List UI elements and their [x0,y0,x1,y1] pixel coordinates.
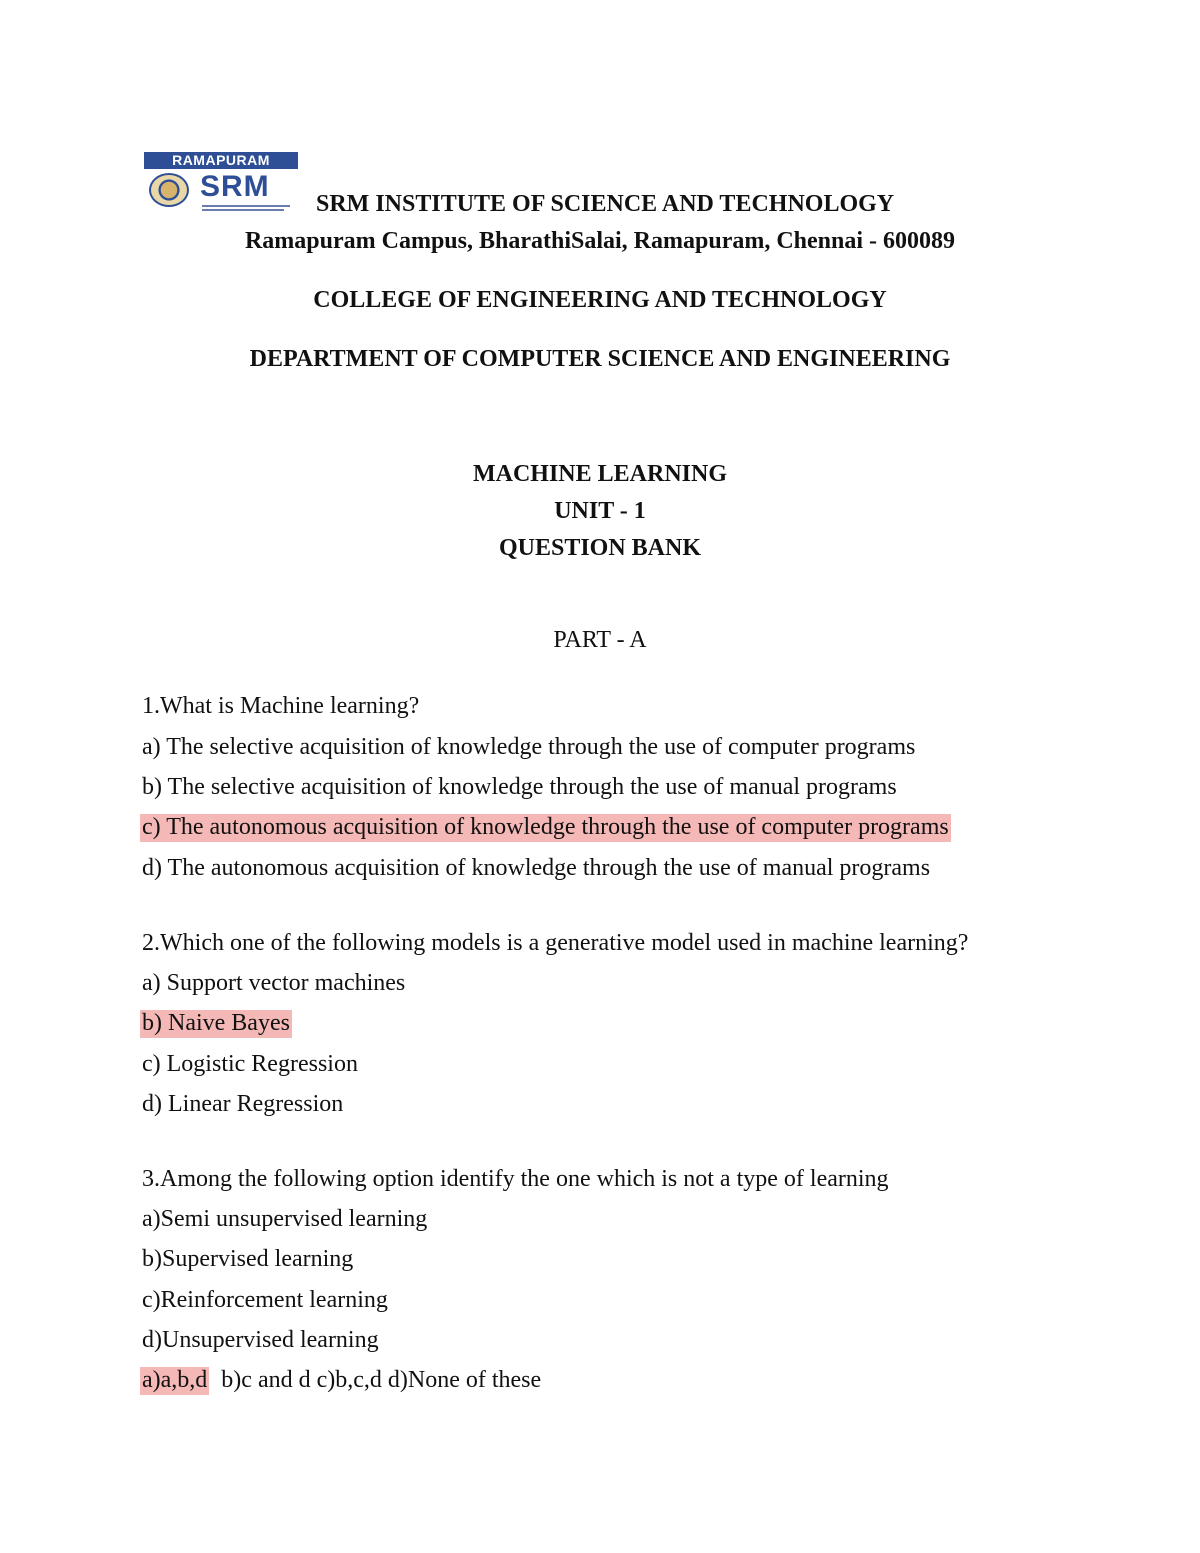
option: c) Logistic Regression [142,1051,358,1077]
answer-highlight: a)a,b,d [142,1367,208,1393]
answer-option [142,812,951,842]
logo-brand: SRM [200,170,270,203]
option: c)Reinforcement learning [142,1287,388,1313]
unit-title: UNIT - 1 [554,498,646,524]
option: d) Linear Regression [142,1091,344,1117]
question-text: 3.Among the following option identify the one which is not a type of learning [142,1166,889,1192]
option: a)Semi unsupervised learning [142,1206,428,1232]
subject-title: MACHINE LEARNING [472,461,727,487]
question-text: 1.What is Machine learning? [142,693,420,719]
answer-choices-rest: b)c and d c)b,c,d d)None of these [221,1367,542,1393]
logo-band: RAMAPURAM [144,152,298,169]
answer-option [142,1008,292,1038]
part-heading: PART - A [553,627,647,653]
doc-type-title: QUESTION BANK [498,535,702,561]
option: d)Unsupervised learning [142,1327,379,1353]
logo-tagline-line [202,209,284,211]
option: b)Supervised learning [142,1246,354,1272]
option: a) Support vector machines [142,970,406,996]
option: a) The selective acquisition of knowledge through the use of computer programs [142,734,916,760]
logo-tagline-line [202,205,290,207]
college-name: COLLEGE OF ENGINEERING AND TECHNOLOGY [313,287,887,313]
department-name: DEPARTMENT OF COMPUTER SCIENCE AND ENGINEERING [249,346,951,372]
campus-address: Ramapuram Campus, BharathiSalai, Ramapuram, Chennai - 600089 [244,228,956,254]
srm-logo [144,152,298,212]
seal-icon [149,173,189,207]
option: b) The selective acquisition of knowledge through the use of manual programs [142,774,897,800]
option: d) The autonomous acquisition of knowledge through the use of manual programs [142,855,931,881]
answer-highlight: b) Naive Bayes [142,1010,290,1036]
institute-name: SRM INSTITUTE OF SCIENCE AND TECHNOLOGY [316,191,895,217]
question-text: 2.Which one of the following models is a generative model used in machine learning? [142,930,969,956]
answer-choices-line [142,1365,541,1395]
answer-highlight: c) The autonomous acquisition of knowledge through the use of computer programs [142,814,949,840]
